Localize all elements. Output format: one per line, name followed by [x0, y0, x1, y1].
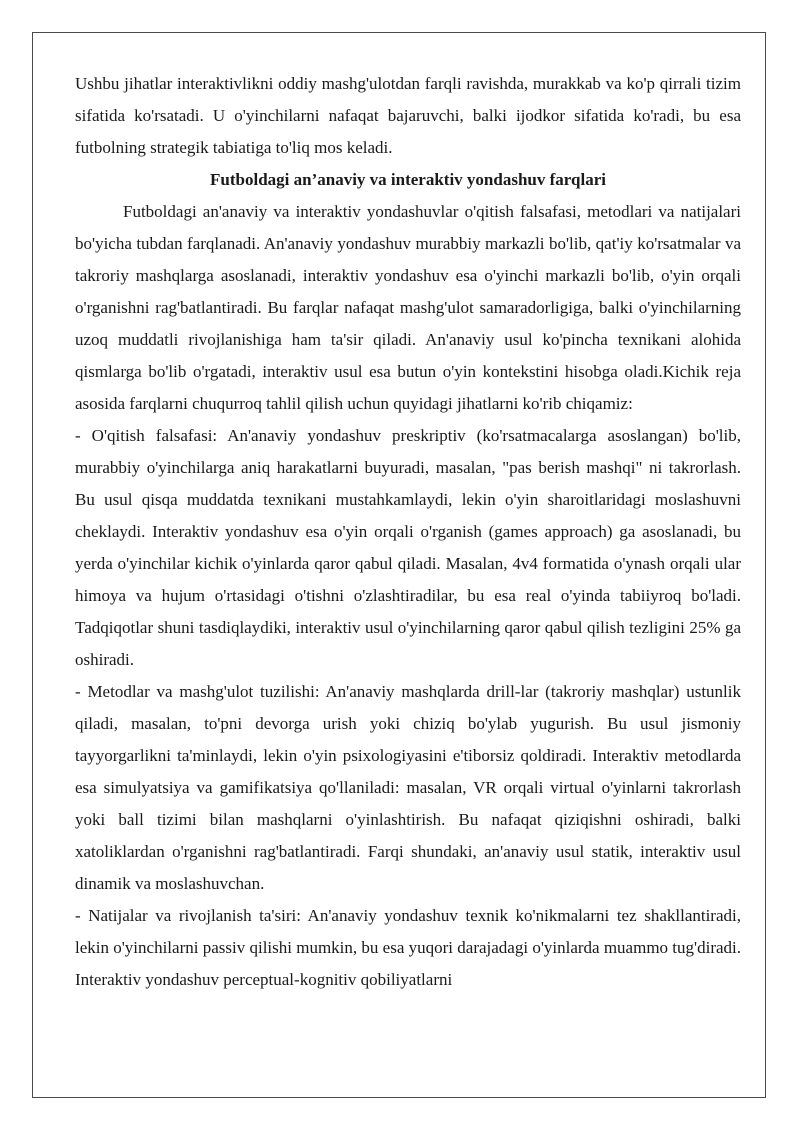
- document-body: [75, 68, 741, 996]
- list-item-methods: - Metodlar va mashg'ulot tuzilishi: An'anaviy mashqlarda drill-lar (takroriy mashqlar) ustunlik qiladi, masalan, to'pni devorga urish yoki chiziq bo'ylab yugurish. Bu usul jismoniy tayyorgarlikni ta'minlaydi, lekin o'yin psixologiyasini e'tiborsiz qoldiradi. Interaktiv metodlarda esa simulyatsiya va gamifikatsiya qo'llaniladi: masalan, VR orqali virtual o'yinlarni takrorlash yoki ball tizimi bilan mashqlarni o'yinlashtirish. Bu nafaqat qiziqishni oshiradi, balki xatoliklardan o'rganishni rag'batlantiradi. Farqi shundaki, an'anaviy usul statik, interaktiv usul dinamik va moslashuvchan.: [75, 682, 741, 893]
- list-item-teaching-philosophy: - O'qitish falsafasi: An'anaviy yondashuv preskriptiv (ko'rsatmacalarga asoslangan) bo'lib, murabbiy o'yinchilarga aniq harakatlarni buyuradi, masalan, "pas berish mashqi" ni takrorlash. Bu usul qisqa muddatda texnikani mustahkamlaydi, lekin o'yin sharoitlaridagi moslashuvni cheklaydi. Interaktiv yondashuv esa o'yin orqali o'rganish (games approach) ga asoslanadi, bu yerda o'yinchilar kichik o'yinlarda qaror qabul qiladi. Masalan, 4v4 formatida o'ynash orqali ular himoya va hujum o'rtasidagi o'tishni o'zlashtiradilar, bu esa real o'yinda tabiiyroq bo'ladi. Tadqiqotlar shuni tasdiqlaydiki, interaktiv usul o'yinchilarning qaror qabul qilish tezligini 25% ga oshiradi.: [75, 426, 741, 669]
- intro-paragraph: Ushbu jihatlar interaktivlikni oddiy mashg'ulotdan farqli ravishda, murakkab va ko'p qirrali tizim sifatida ko'rsatadi. U o'yinchilarni nafaqat bajaruvchi, balki ijodkor sifatida ko'radi, bu esa futbolning strategik tabiatiga to'liq mos keladi.: [75, 74, 741, 157]
- section-paragraph: Futboldagi an'anaviy va interaktiv yondashuvlar o'qitish falsafasi, metodlari va natijalari bo'yicha tubdan farqlanadi. An'anaviy yondashuv murabbiy markazli bo'lib, qat'iy ko'rsatmalar va takroriy mashqlarga asoslanadi, interaktiv yondashuv esa o'yinchi markazli bo'lib, o'yin orqali o'rganishni rag'batlantiradi. Bu farqlar nafaqat mashg'ulot samaradorligiga, balki o'yinchilarning uzoq muddatli rivojlanishiga ham ta'sir qiladi. An'anaviy usul ko'pincha texnikani alohida qismlarga bo'lib o'rgatadi, interaktiv usul esa butun o'yin kontekstini hisobga oladi.Kichik reja asosida farqlarni chuqurroq tahlil qilish uchun quyidagi jihatlarni ko'rib chiqamiz:: [75, 202, 741, 413]
- list-item-results: - Natijalar va rivojlanish ta'siri: An'anaviy yondashuv texnik ko'nikmalarni tez shakllantiradi, lekin o'yinchilarni passiv qilishi mumkin, bu esa yuqori darajadagi o'yinlarda muammo tug'diradi. Interaktiv yondashuv perceptual-kognitiv qobiliyatlarni: [75, 906, 741, 989]
- section-heading: Futboldagi an’anaviy va interaktiv yondashuv farqlari: [210, 170, 606, 189]
